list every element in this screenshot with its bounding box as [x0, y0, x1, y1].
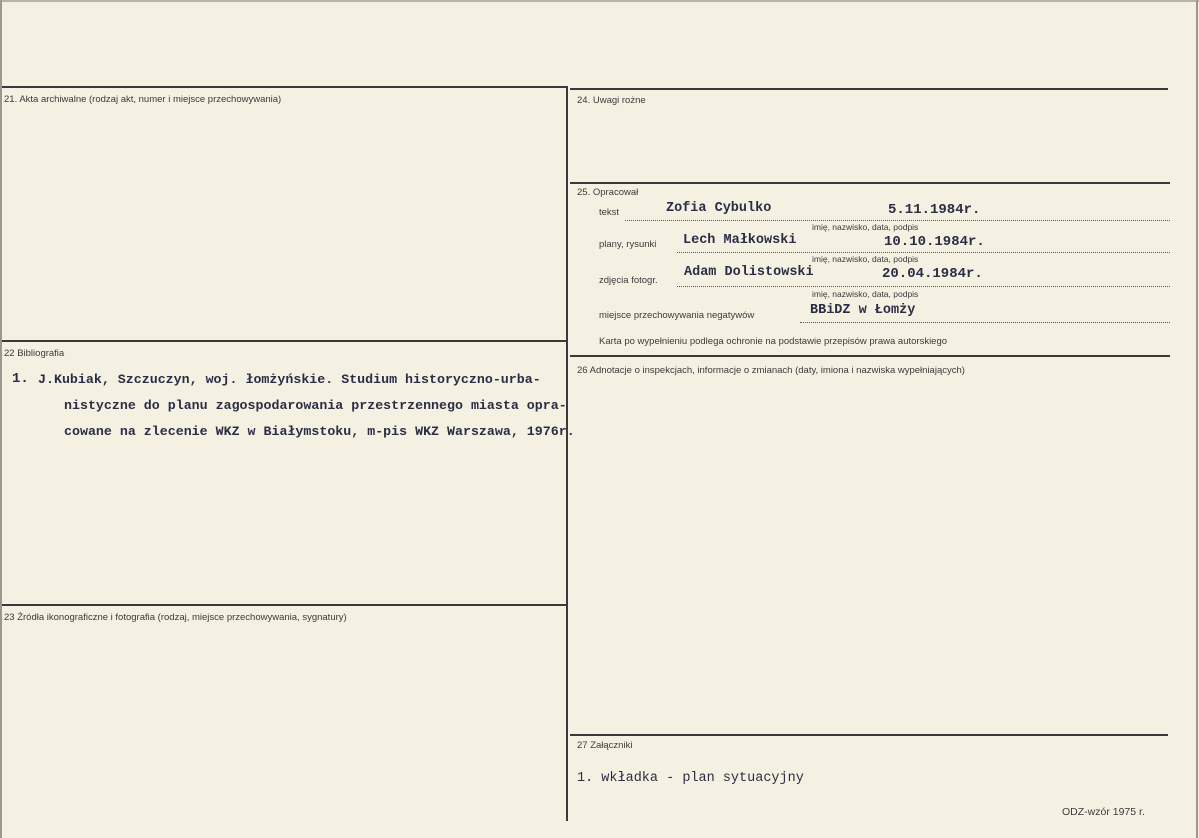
author-name-plans: Lech Małkowski [683, 233, 797, 248]
bibliography-line: nistyczne do planu zagospodarowania przestrzennego miasta opra- [64, 398, 567, 413]
author-date-plans: 10.10.1984r. [884, 234, 985, 250]
rule-25-26 [570, 355, 1170, 357]
top-rule-left [2, 86, 567, 88]
section-25-label: 25. Opracował [577, 187, 639, 198]
bibliography-line: cowane na zlecenie WKZ w Białymstoku, m-pis WKZ Warszawa, 1976r. [64, 424, 575, 439]
section-26-label: 26 Adnotacje o inspekcjach, informacje o zmianach (daty, imiona i nazwiska wypełniających) [577, 365, 965, 376]
author-date-text: 5.11.1984r. [888, 202, 981, 218]
author-caption-text: imię, nazwisko, data, podpis [812, 222, 919, 232]
author-line-plans [677, 252, 1170, 253]
form-code: ODZ-wzór 1975 r. [1062, 806, 1145, 818]
copyright-note: Karta po wypełnieniu podlega ochronie na podstawie przepisów prawa autorskiego [599, 336, 948, 347]
author-row-label-photos: zdjęcia fotogr. [599, 275, 658, 286]
section-22-label: 22 Bibliografia [4, 348, 65, 359]
author-date-photos: 20.04.1984r. [882, 266, 983, 282]
author-name-text: Zofia Cybulko [666, 201, 772, 216]
negatives-line [800, 322, 1170, 323]
center-divider [566, 86, 568, 821]
rule-24-25 [570, 182, 1170, 184]
bibliography-entry-number: 1. [12, 371, 29, 387]
attachment-entry: 1. wkładka - plan sytuacyjny [577, 771, 804, 786]
section-21-label: 21. Akta archiwalne (rodzaj akt, numer i miejsce przechowywania) [4, 94, 282, 105]
author-line-text [625, 220, 1170, 221]
section-24-label: 24. Uwagi rożne [577, 95, 646, 106]
top-rule-right [570, 88, 1168, 90]
negatives-value: BBiDZ w Łomży [810, 303, 916, 318]
section-23-label: 23 Źródła ikonograficzne i fotografia (rodzaj, miejsce przechowywania, sygnatury) [4, 612, 347, 623]
rule-21-22 [2, 340, 567, 342]
author-caption-plans: imię, nazwisko, data, podpis [812, 254, 919, 264]
negatives-label: miejsce przechowywania negatywów [599, 310, 755, 321]
author-caption-photos: imię, nazwisko, data, podpis [812, 289, 919, 299]
rule-26-27 [570, 734, 1168, 736]
author-row-label-text: tekst [599, 207, 620, 218]
author-row-label-plans: plany, rysunki [599, 239, 657, 250]
rule-22-23 [2, 604, 567, 606]
bibliography-line: J.Kubiak, Szczuczyn, woj. łomżyńskie. Studium historyczno-urba- [38, 372, 541, 387]
author-line-photos [677, 286, 1170, 287]
section-27-label: 27 Załączniki [577, 740, 633, 751]
author-name-photos: Adam Dolistowski [684, 265, 814, 280]
